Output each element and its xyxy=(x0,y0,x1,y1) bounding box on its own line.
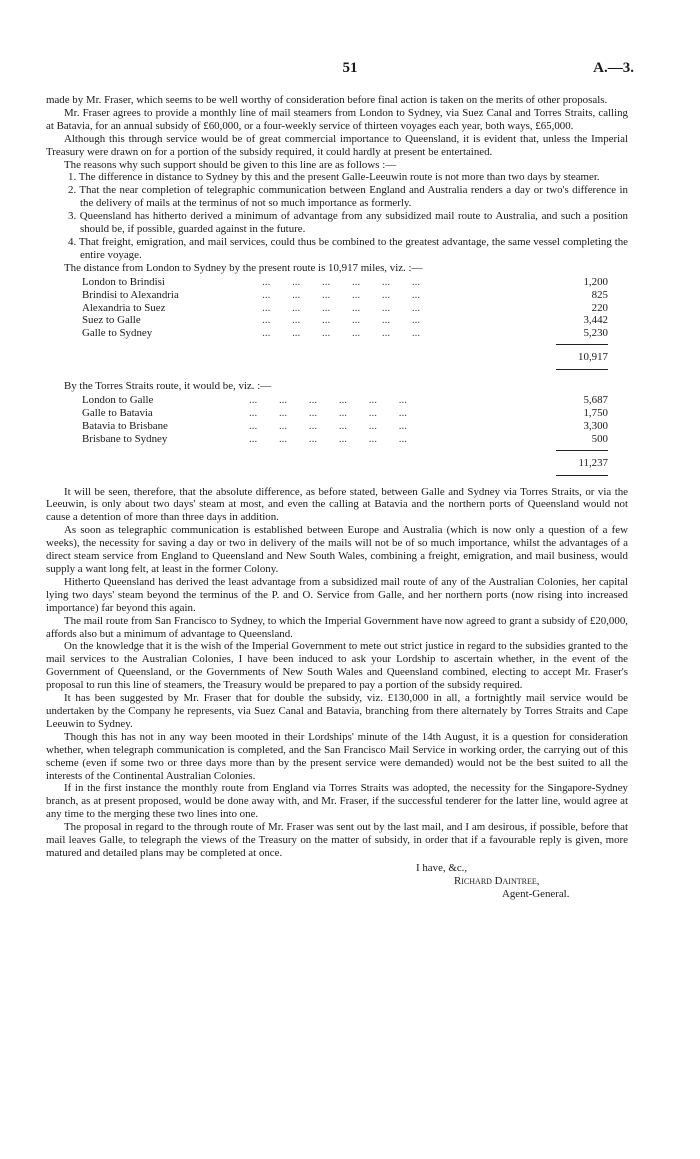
total-row xyxy=(82,450,608,469)
table-row: Alexandria to Suez ... ... ... ... ... ... 220 xyxy=(82,301,608,314)
route-label: Alexandria to Suez xyxy=(82,301,166,314)
route-total: 11,237 xyxy=(578,456,608,469)
route2-intro: By the Torres Straits route, it would be, viz. :— xyxy=(64,380,272,393)
paragraph: Although this through service would be of great commercial importance to Queensland, it is evident that, unless the Imperial Treasury were drawn on for a portion of the subsidy required, it could hardly at present be entertained. xyxy=(46,132,628,158)
table-row: Brindisi to Alexandria ... ... ... ... ... ... 825 xyxy=(82,288,608,301)
route-total: 10,917 xyxy=(578,351,608,364)
signature-block xyxy=(46,862,628,901)
route-distance: 825 xyxy=(591,288,608,301)
paragraph: The mail route from San Francisco to Sydney, to which the Imperial Government have now agreed to grant a subsidy of £20,000, affords also but a minimum of advantage to Queensland. xyxy=(46,614,628,640)
route1-table xyxy=(82,276,608,370)
reason-item: 1. The difference in distance to Sydney by this and the present Galle-Leeuwin route is not more than two days by steamer. xyxy=(68,171,600,184)
paragraph: As soon as telegraphic communication is established between Europe and Australia (which is now only a question of a few weeks), the necessity for saving a day or two in delivery of the mails will not be of so much importance, whilst the advantages of a direct steam service from England to Queensland and New South Wales, combining a freight, emigration, and mail business, would supply a want long felt, at least in the former Colony. xyxy=(46,524,628,575)
route-label: Suez to Galle xyxy=(82,314,141,327)
reasons-intro: The reasons why such support should be given to this line are as follows :— xyxy=(64,158,397,171)
reason-item: 4. That freight, emigration, and mail services, could thus be combined to the greatest advantage, the same vessel completing the entire voyage. xyxy=(68,235,628,261)
total-rule xyxy=(82,470,608,476)
route-distance: 3,442 xyxy=(583,314,608,327)
paragraph: Though this has not in any way been mooted in their Lordships' minute of the 14th August, it is a question for consideration whether, when telegraph communication is completed, and the San Francisco Mail Service in working order, the carrying out of this scheme (even if some two or three days more than by the present service were demanded) would not be the best suited to all the interests of the Continental Australian Colonies. xyxy=(46,730,628,782)
route-label: Galle to Sydney xyxy=(82,327,153,340)
route-distance: 5,687 xyxy=(583,394,608,407)
route-label: London to Galle xyxy=(82,394,154,407)
paragraph: On the knowledge that it is the wish of the Imperial Government to mete out strict justice in regard to the subsidies granted to the mail services to the Australian Colonies, I have been induced to ask your Lordship to ascertain whether, in the event of the Government of Queensland, or the Governments of New South Wales and Queensland combined, electing to accept Mr. Fraser's proposal to run this line of steamers, the Treasury would be prepared to pay a portion of the subsidy required. xyxy=(46,640,628,692)
table-row: Batavia to Brisbane ... ... ... ... ... ... 3,300 xyxy=(82,419,608,432)
table-row: Galle to Batavia ... ... ... ... ... ... 1,750 xyxy=(82,406,608,419)
table-row: Galle to Sydney ... ... ... ... ... ... 5,230 xyxy=(82,327,608,340)
paragraph: It has been suggested by Mr. Fraser that for double the subsidy, viz. £130,000 in all, a fortnightly mail service would be undertaken by the Company he represents, via Suez Canal and Batavia, branching from there alternately by Torres Straits and Cape Leeuwin to Sydney. xyxy=(46,692,628,730)
route-label: Batavia to Brisbane xyxy=(82,419,168,432)
route-label: Galle to Batavia xyxy=(82,406,153,419)
route2-table xyxy=(82,394,608,476)
paragraph: It will be seen, therefore, that the absolute difference, as before stated, between Galle and Sydney via Torres Straits, or via the Leeuwin, is only about two days' steam at most, and even the calling at Batavia and the northern ports of Queensland would not cause a detention of more than three days in addition. xyxy=(46,485,628,524)
route1-intro: The distance from London to Sydney by the present route is 10,917 miles, viz. :— xyxy=(64,261,423,274)
signatory-title: Agent-General. xyxy=(502,887,570,900)
paragraph: The proposal in regard to the through route of Mr. Fraser was sent out by the last mail, and I am desirous, if possible, before that mail leaves Galle, to telegraph the views of the Treasury on the matter of subsidy, in order that if a favourable reply is given, more matured and detailed plans may be completed at once. xyxy=(46,821,628,859)
document-body xyxy=(46,94,628,901)
route-distance: 500 xyxy=(591,432,608,445)
table-row: Brisbane to Sydney ... ... ... ... ... ... 500 xyxy=(82,432,608,445)
table-row: London to Galle ... ... ... ... ... ... 5,687 xyxy=(82,394,608,407)
reasons-list xyxy=(46,171,628,261)
reason-item: 3. Queensland has hitherto derived a minimum of advantage from any subsidized mail route to Australia, and such a position should be, if possible, guarded against in the future. xyxy=(68,210,628,236)
signatory-name: Richard Daintree, xyxy=(454,874,540,887)
table-row: London to Brindisi ... ... ... ... ... ... 1,200 xyxy=(82,275,608,288)
route-label: Brisbane to Sydney xyxy=(82,432,168,445)
total-rule xyxy=(82,364,608,370)
route-distance: 220 xyxy=(591,301,608,314)
document-reference: A.—3. xyxy=(593,60,634,76)
table-row: Suez to Galle ... ... ... ... ... ... 3,442 xyxy=(82,314,608,327)
paragraph: Hitherto Queensland has derived the least advantage from a subsidized mail route of any of the Australian Colonies, her capital lying two days' steam beyond the terminus of the P. and O. Service from Galle, and her northern ports (now rising into increased importance) far beyond this again. xyxy=(46,575,628,614)
route-distance: 5,230 xyxy=(583,327,608,340)
closing: I have, &c., xyxy=(416,861,468,874)
paragraph: If in the first instance the monthly route from England via Torres Straits was adopted, the necessity for the Singapore-Sydney branch, as at present proposed, would be done away with, and Mr. Fraser, if the successful tenderer for the latter line, would agree at any time to the merging these two lines into one. xyxy=(46,782,628,821)
reason-item: 2. That the near completion of telegraphic communication between England and Australia renders a day or two's difference in the delivery of mails at the terminus of not so much importance as formerly. xyxy=(68,184,628,210)
route-label: London to Brindisi xyxy=(82,275,165,288)
total-row xyxy=(82,345,608,364)
route-label: Brindisi to Alexandria xyxy=(82,288,179,301)
route-distance: 1,200 xyxy=(583,275,608,288)
paragraph: Mr. Fraser agrees to provide a monthly line of mail steamers from London to Sydney, via Suez Canal and Torres Straits, calling at Batavia, for an annual subsidy of £60,000, or a four-weekly service of thirteen voyages each year, both ways, £65,000. xyxy=(46,106,628,132)
paragraph: made by Mr. Fraser, which seems to be well worthy of consideration before final action is taken on the merits of other proposals. xyxy=(46,94,608,106)
route-distance: 1,750 xyxy=(583,406,608,419)
route-distance: 3,300 xyxy=(583,419,608,432)
page-number: 51 xyxy=(342,60,358,76)
